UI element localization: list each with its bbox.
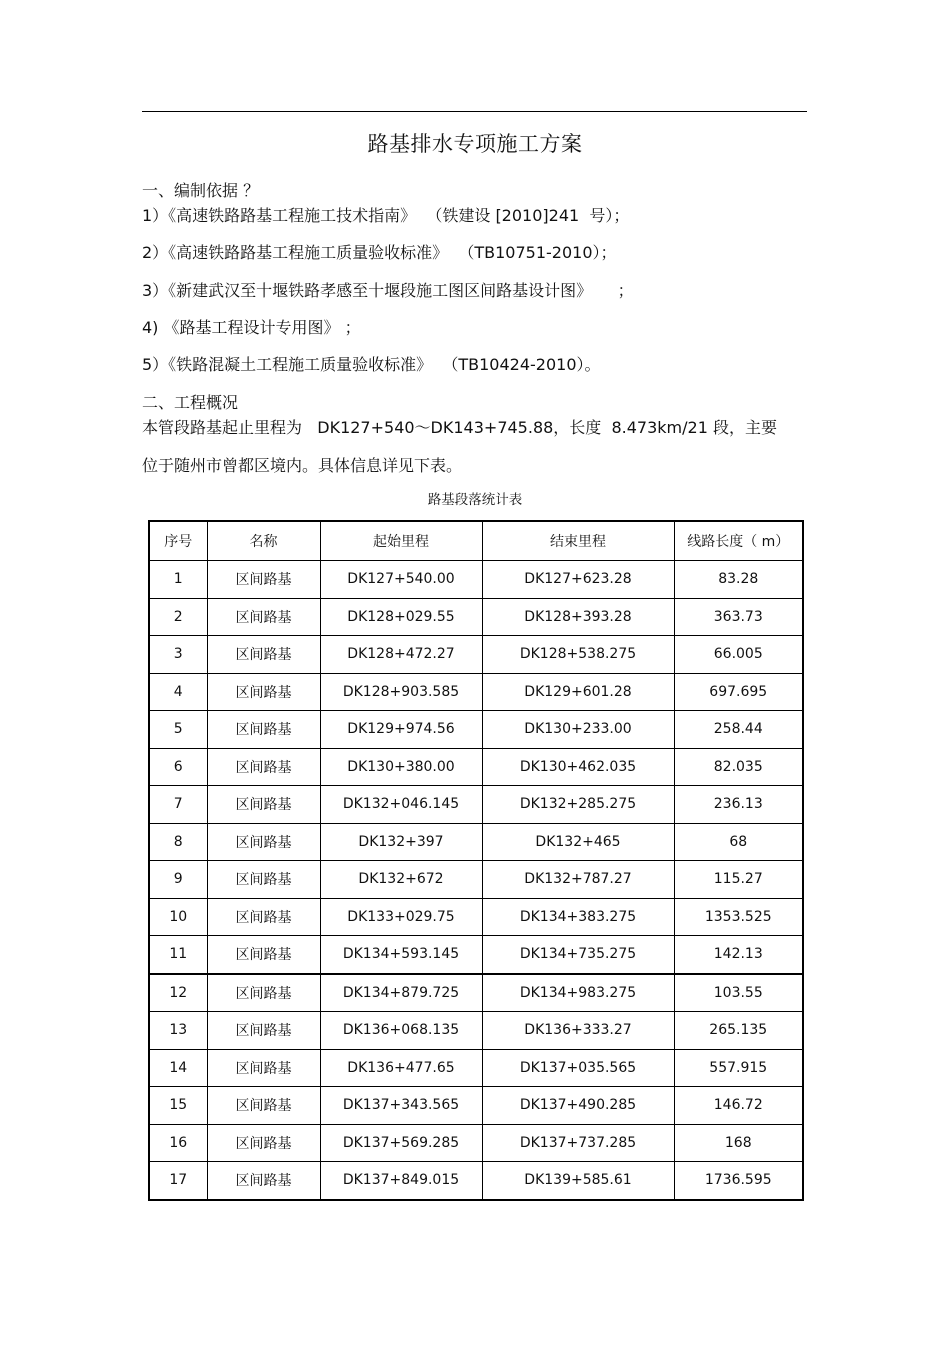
row-index: 6 <box>149 748 207 786</box>
row-start-mileage: DK130+380.00 <box>320 748 482 786</box>
table-row <box>149 711 803 749</box>
row-start-mileage: DK128+903.585 <box>320 673 482 711</box>
row-end-mileage: DK137+035.565 <box>482 1049 674 1087</box>
row-start-mileage: DK136+068.135 <box>320 1012 482 1050</box>
row-length: 68 <box>674 823 803 861</box>
overview-line-1: 本管段路基起止里程为 DK127+540～DK143+745.88，长度 8.473km/21 段，主要 <box>142 418 777 437</box>
row-start-mileage: DK136+477.65 <box>320 1049 482 1087</box>
header-length: 线路长度（ m） <box>674 521 803 561</box>
row-index: 17 <box>149 1162 207 1200</box>
row-index: 8 <box>149 823 207 861</box>
header-start-mileage: 起始里程 <box>320 521 482 561</box>
table-row <box>149 1162 803 1200</box>
row-length: 146.72 <box>674 1087 803 1125</box>
row-start-mileage: DK137+849.015 <box>320 1162 482 1200</box>
table-row <box>149 1012 803 1050</box>
row-end-mileage: DK137+737.285 <box>482 1124 674 1162</box>
table-caption: 路基段落统计表 <box>427 492 523 508</box>
row-length: 265.135 <box>674 1012 803 1050</box>
table-row <box>149 561 803 599</box>
header-end-mileage: 结束里程 <box>482 521 674 561</box>
table-row <box>149 598 803 636</box>
row-end-mileage: DK132+787.27 <box>482 861 674 899</box>
row-length: 103.55 <box>674 974 803 1012</box>
row-index: 10 <box>149 898 207 936</box>
row-length: 83.28 <box>674 561 803 599</box>
row-end-mileage: DK128+393.28 <box>482 598 674 636</box>
table-row <box>149 673 803 711</box>
table-row <box>149 974 803 1012</box>
table-row <box>149 1049 803 1087</box>
row-name: 区间路基 <box>207 1012 320 1050</box>
row-end-mileage: DK130+462.035 <box>482 748 674 786</box>
overview-line-2: 位于随州市曾都区境内。具体信息详见下表。 <box>142 456 463 475</box>
row-name: 区间路基 <box>207 598 320 636</box>
row-end-mileage: DK137+490.285 <box>482 1087 674 1125</box>
row-name: 区间路基 <box>207 1049 320 1087</box>
row-start-mileage: DK128+472.27 <box>320 636 482 674</box>
row-start-mileage: DK132+397 <box>320 823 482 861</box>
row-length: 236.13 <box>674 786 803 824</box>
table-row <box>149 898 803 936</box>
row-start-mileage: DK128+029.55 <box>320 598 482 636</box>
row-start-mileage: DK127+540.00 <box>320 561 482 599</box>
row-length: 697.695 <box>674 673 803 711</box>
row-name: 区间路基 <box>207 748 320 786</box>
row-index: 14 <box>149 1049 207 1087</box>
section2-heading: 二、工程概况 <box>142 393 239 412</box>
row-length: 1736.595 <box>674 1162 803 1200</box>
reference-item-3: 3）《新建武汉至十堰铁路孝感至十堰段施工图区间路基设计图》 ； <box>142 281 634 300</box>
row-start-mileage: DK132+672 <box>320 861 482 899</box>
row-end-mileage: DK139+585.61 <box>482 1162 674 1200</box>
row-name: 区间路基 <box>207 1162 320 1200</box>
reference-item-5: 5）《铁路混凝土工程施工质量验收标准》 （TB10424-2010）。 <box>142 355 601 374</box>
row-name: 区间路基 <box>207 861 320 899</box>
table-row <box>149 1087 803 1125</box>
row-length: 363.73 <box>674 598 803 636</box>
row-start-mileage: DK137+569.285 <box>320 1124 482 1162</box>
row-index: 9 <box>149 861 207 899</box>
row-name: 区间路基 <box>207 1124 320 1162</box>
table-row <box>149 1124 803 1162</box>
table-row <box>149 936 803 974</box>
row-name: 区间路基 <box>207 974 320 1012</box>
header-rule <box>142 111 807 112</box>
row-end-mileage: DK132+285.275 <box>482 786 674 824</box>
row-name: 区间路基 <box>207 936 320 974</box>
row-end-mileage: DK128+538.275 <box>482 636 674 674</box>
segment-statistics-table <box>148 520 804 1201</box>
row-end-mileage: DK130+233.00 <box>482 711 674 749</box>
reference-item-2: 2）《高速铁路路基工程施工质量验收标准》 （TB10751-2010）； <box>142 243 617 262</box>
table-row <box>149 861 803 899</box>
row-index: 2 <box>149 598 207 636</box>
row-end-mileage: DK136+333.27 <box>482 1012 674 1050</box>
document-title: 路基排水专项施工方案 <box>367 132 583 156</box>
reference-item-1: 1）《高速铁路路基工程施工技术指南》 （铁建设 [2010]241 号）； <box>142 206 630 225</box>
row-index: 13 <box>149 1012 207 1050</box>
row-end-mileage: DK132+465 <box>482 823 674 861</box>
row-length: 82.035 <box>674 748 803 786</box>
row-index: 15 <box>149 1087 207 1125</box>
table-row <box>149 748 803 786</box>
row-start-mileage: DK133+029.75 <box>320 898 482 936</box>
row-index: 4 <box>149 673 207 711</box>
row-length: 557.915 <box>674 1049 803 1087</box>
row-end-mileage: DK129+601.28 <box>482 673 674 711</box>
row-length: 66.005 <box>674 636 803 674</box>
table-row <box>149 636 803 674</box>
row-name: 区间路基 <box>207 636 320 674</box>
row-name: 区间路基 <box>207 711 320 749</box>
row-length: 142.13 <box>674 936 803 974</box>
row-length: 115.27 <box>674 861 803 899</box>
row-index: 16 <box>149 1124 207 1162</box>
row-name: 区间路基 <box>207 898 320 936</box>
row-start-mileage: DK134+879.725 <box>320 974 482 1012</box>
table-header-row <box>149 521 803 561</box>
row-index: 1 <box>149 561 207 599</box>
row-end-mileage: DK134+983.275 <box>482 974 674 1012</box>
row-end-mileage: DK127+623.28 <box>482 561 674 599</box>
row-length: 168 <box>674 1124 803 1162</box>
row-name: 区间路基 <box>207 561 320 599</box>
row-name: 区间路基 <box>207 786 320 824</box>
row-start-mileage: DK132+046.145 <box>320 786 482 824</box>
row-index: 12 <box>149 974 207 1012</box>
row-index: 7 <box>149 786 207 824</box>
reference-item-4: 4) 《路基工程设计专用图》 ； <box>142 318 361 337</box>
row-name: 区间路基 <box>207 1087 320 1125</box>
row-start-mileage: DK134+593.145 <box>320 936 482 974</box>
table-row <box>149 823 803 861</box>
row-index: 3 <box>149 636 207 674</box>
row-end-mileage: DK134+383.275 <box>482 898 674 936</box>
row-index: 11 <box>149 936 207 974</box>
row-end-mileage: DK134+735.275 <box>482 936 674 974</box>
row-start-mileage: DK137+343.565 <box>320 1087 482 1125</box>
header-name: 名称 <box>207 521 320 561</box>
row-length: 258.44 <box>674 711 803 749</box>
row-name: 区间路基 <box>207 673 320 711</box>
row-name: 区间路基 <box>207 823 320 861</box>
row-length: 1353.525 <box>674 898 803 936</box>
row-index: 5 <box>149 711 207 749</box>
table-row <box>149 786 803 824</box>
row-start-mileage: DK129+974.56 <box>320 711 482 749</box>
section1-heading: 一、编制依据 ？ <box>142 181 260 200</box>
header-index: 序号 <box>149 521 207 561</box>
